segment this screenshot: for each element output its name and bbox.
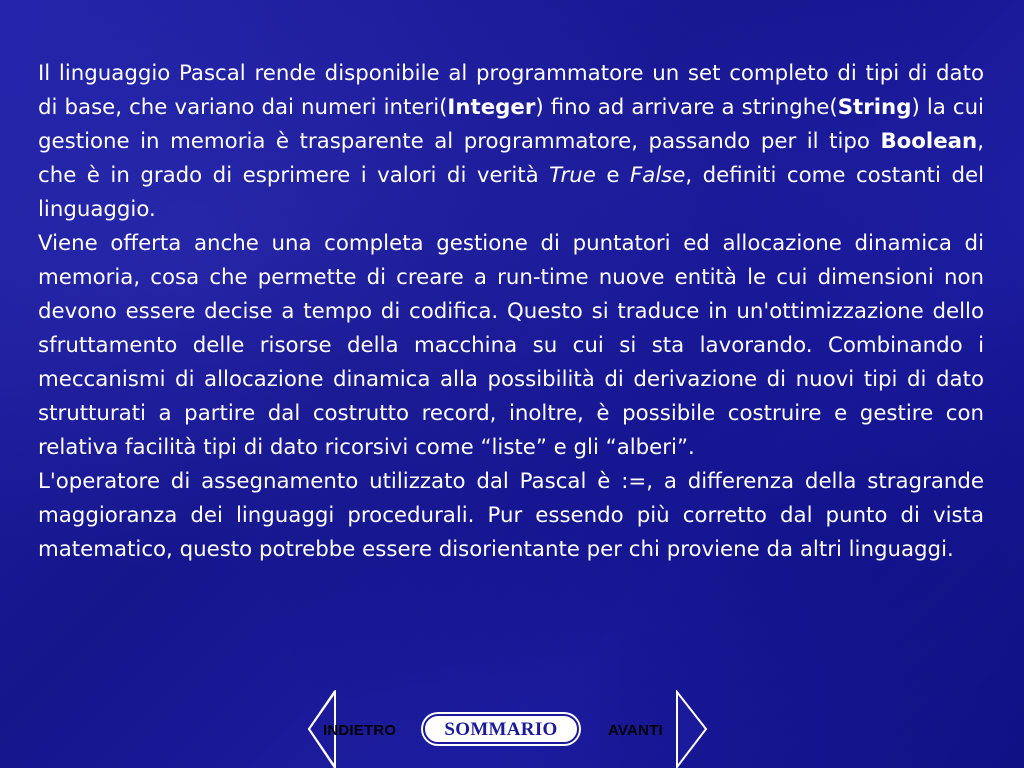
right-arrow-icon [677,692,706,767]
keyword-string: String [837,95,912,120]
paragraph-types: Il linguaggio Pascal rende disponibile al programmatore un set completo di tipi di dato di base, che variano dai numeri interi(Integer) fino ad arrivare a stringhe(String) la cui gestione in memoria è trasparente al programmatore, passando per il tipo Boolean, che è in grado di esprimere i valori di verità True e False, definiti come costanti del linguaggio. [38,61,984,222]
keyword-false: False [629,163,686,188]
paragraph-pointers: Viene offerta anche una completa gestione di puntatori ed allocazione dinamica di memoria, cosa che permette di creare a run-time nuove entità le cui dimensioni non devono essere decise a tempo di codifica. Questo si traduce in un'ottimizzazione dello sfruttamento delle risorse della macchina su cui si sta lavorando. Combinando i meccanismi di allocazione dinamica alla possibilità di derivazione di nuovi tipi di dato strutturati a partire dal costrutto record, inoltre, è possibile costruire e gestire con relativa facilità tipi di dato ricorsivi come “liste” e gli “alberi”. [38,231,984,460]
next-button-label[interactable]: AVANTI [608,722,663,739]
keyword-boolean: Boolean [880,129,978,154]
summary-button[interactable]: SOMMARIO [423,714,579,744]
paragraph-assignment: L'operatore di assegnamento utilizzato dal Pascal è :=, a differenza della stragrande maggioranza dei linguaggi procedurali. Pur essendo più corretto dal punto di vista matematico, questo potrebbe essere disorientante per chi proviene da altri linguaggi. [38,469,984,562]
keyword-true: True [549,163,596,188]
keyword-integer: Integer [447,95,536,120]
back-button-label[interactable]: INDIETRO [323,722,397,739]
slide-body-text [38,57,984,567]
